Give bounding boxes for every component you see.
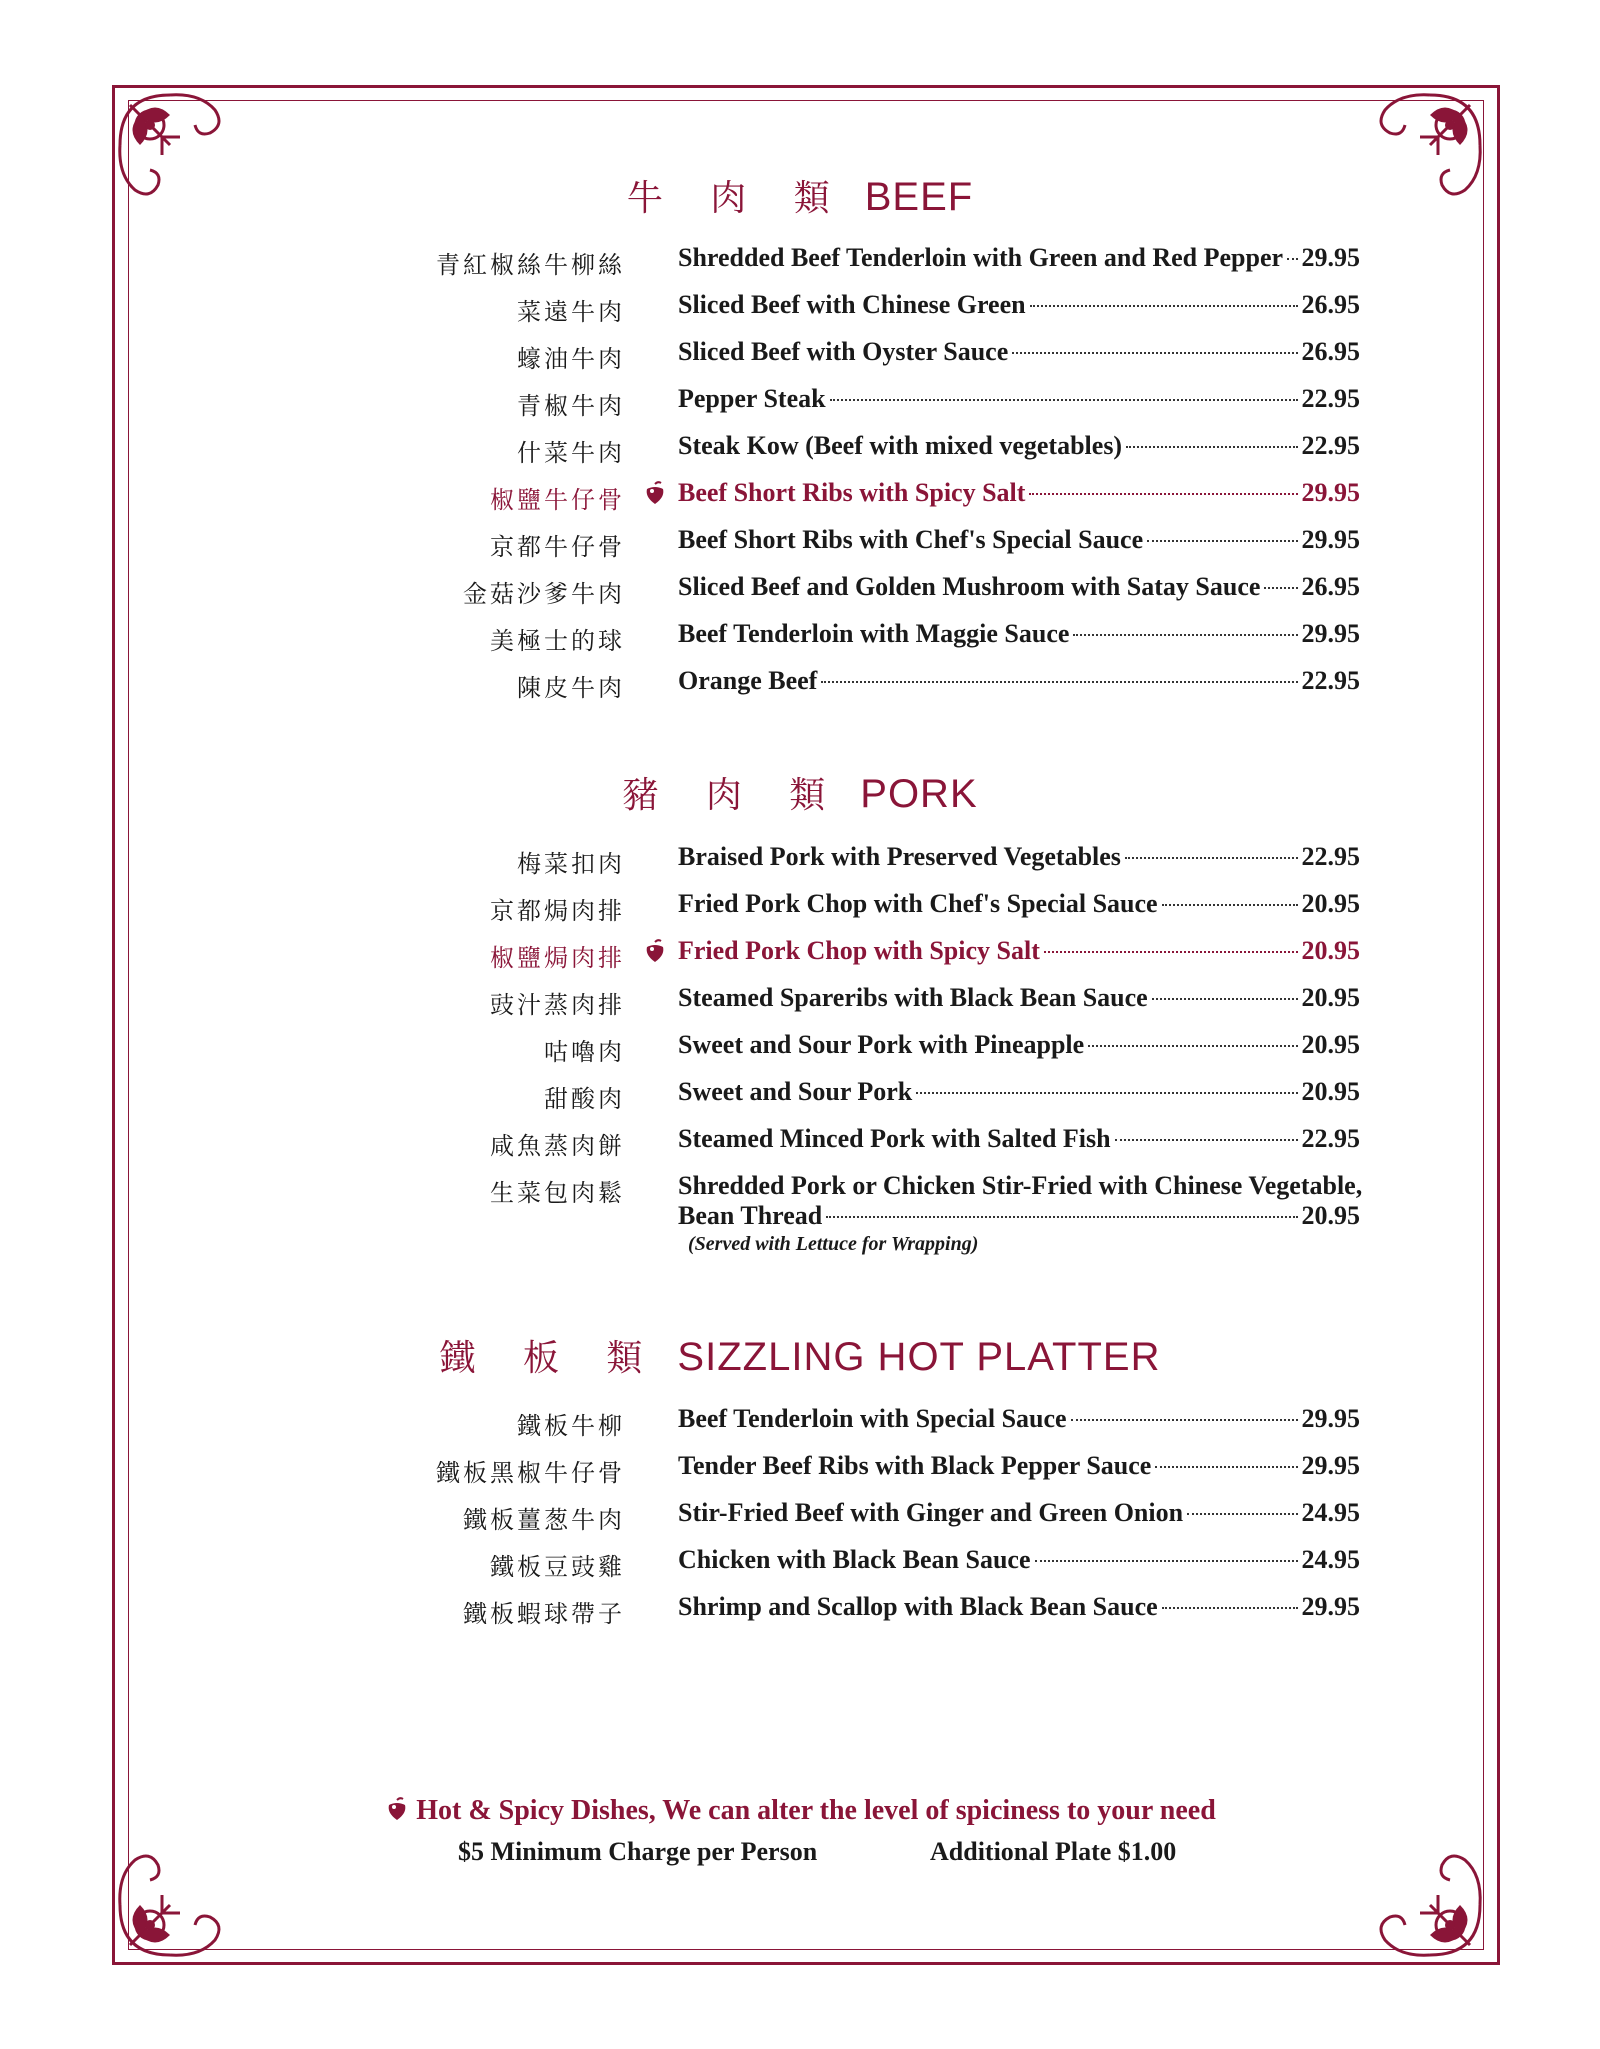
menu-item	[200, 983, 1360, 1019]
additional-plate: Additional Plate $1.00	[930, 1837, 1177, 1866]
corner-ornament-icon	[1360, 1835, 1500, 1975]
item-name-zh: 生菜包肉鬆	[490, 1179, 625, 1207]
item-name-zh: 什菜牛肉	[517, 439, 625, 467]
item-name-zh: 咕嚕肉	[544, 1038, 625, 1066]
item-price: 29.95	[1301, 243, 1360, 272]
item-price: 22.95	[1301, 431, 1360, 460]
dot-leader	[821, 681, 1297, 683]
item-price: 22.95	[1301, 1124, 1360, 1153]
chili-pepper-icon	[384, 1796, 410, 1822]
item-name-en: Chicken with Black Bean Sauce	[678, 1545, 1031, 1574]
corner-ornament-icon	[100, 1835, 240, 1975]
menu-item	[200, 572, 1360, 608]
dot-leader	[1071, 1419, 1298, 1421]
item-name-en: Steamed Minced Pork with Salted Fish	[678, 1124, 1111, 1153]
menu-item	[200, 1592, 1360, 1628]
menu-item	[200, 243, 1360, 279]
menu-item	[200, 1171, 1363, 1255]
dot-leader	[826, 1216, 1297, 1218]
item-name-en: Stir-Fried Beef with Ginger and Green Onion	[678, 1498, 1184, 1527]
dot-leader	[1125, 857, 1298, 859]
chili-pepper-icon	[642, 480, 668, 506]
section-title-en: PORK	[860, 772, 978, 816]
item-name-zh: 鐵板牛柳	[517, 1412, 625, 1440]
menu-item	[200, 619, 1360, 655]
menu-item	[200, 290, 1360, 326]
dot-leader	[1155, 1466, 1297, 1468]
menu-item	[200, 384, 1360, 420]
dot-leader	[830, 399, 1298, 401]
dot-leader	[916, 1092, 1297, 1094]
item-name-zh: 椒鹽牛仔骨	[490, 486, 625, 514]
item-name-zh: 京都焗肉排	[490, 897, 625, 925]
item-name-en: Beef Short Ribs with Spicy Salt	[678, 478, 1026, 507]
dot-leader	[1088, 1045, 1297, 1047]
section-title-sizzling	[0, 1330, 1600, 1381]
item-name-en: Sweet and Sour Pork	[678, 1077, 913, 1106]
menu-item	[200, 842, 1360, 878]
item-price: 29.95	[1301, 525, 1360, 554]
item-name-en: Bean Thread	[678, 1201, 823, 1230]
item-name-zh: 蠔油牛肉	[517, 345, 625, 373]
item-name-zh: 金菇沙爹牛肉	[463, 580, 625, 608]
menu-item	[200, 1124, 1360, 1160]
item-price: 20.95	[1301, 889, 1360, 918]
item-name-en: Tender Beef Ribs with Black Pepper Sauce	[678, 1451, 1152, 1480]
spicy-note	[0, 1795, 1600, 1827]
section-title-en: BEEF	[864, 175, 974, 219]
item-price: 29.95	[1301, 1451, 1360, 1480]
section-title-zh: 豬 肉 類	[622, 775, 844, 816]
menu-item	[200, 889, 1360, 925]
item-note: (Served with Lettuce for Wrapping)	[688, 1233, 979, 1255]
item-price: 20.95	[1301, 936, 1360, 965]
item-name-en-line1: Shredded Pork or Chicken Stir-Fried with Chinese Vegetable,	[678, 1171, 1363, 1200]
item-name-zh: 鐵板豆豉雞	[490, 1553, 625, 1581]
item-name-en: Sliced Beef and Golden Mushroom with Satay Sauce	[678, 572, 1261, 601]
item-name-en: Sliced Beef with Oyster Sauce	[678, 337, 1009, 366]
dot-leader	[1264, 587, 1297, 589]
dot-leader	[1073, 634, 1297, 636]
item-name-zh: 咸魚蒸肉餅	[490, 1132, 625, 1160]
item-name-zh: 陳皮牛肉	[517, 674, 625, 702]
item-name-en: Braised Pork with Preserved Vegetables	[678, 842, 1121, 871]
item-price: 20.95	[1301, 983, 1360, 1012]
menu-item-spicy	[200, 478, 1360, 514]
dot-leader	[1030, 305, 1298, 307]
item-name-zh: 梅菜扣肉	[517, 850, 625, 878]
item-name-en: Fried Pork Chop with Chef's Special Sauce	[678, 889, 1158, 918]
item-price: 24.95	[1301, 1545, 1360, 1574]
item-name-en: Beef Short Ribs with Chef's Special Sauce	[678, 525, 1144, 554]
item-price: 22.95	[1301, 842, 1360, 871]
dot-leader	[1287, 258, 1297, 260]
item-name-zh: 鐵板薑葱牛肉	[463, 1506, 625, 1534]
item-price: 20.95	[1301, 1077, 1360, 1106]
dot-leader	[1044, 951, 1298, 953]
menu-item	[200, 1545, 1360, 1581]
dot-leader	[1152, 998, 1298, 1000]
item-name-zh: 椒鹽焗肉排	[490, 944, 625, 972]
dot-leader	[1126, 446, 1297, 448]
menu-item	[200, 1498, 1360, 1534]
item-price: 29.95	[1301, 478, 1360, 507]
section-title-zh: 鐵 板 類	[439, 1338, 661, 1379]
dot-leader	[1035, 1560, 1298, 1562]
page-border-inner	[128, 100, 1484, 1950]
item-name-en: Orange Beef	[678, 666, 818, 695]
item-name-zh: 鐵板黑椒牛仔骨	[436, 1459, 625, 1487]
item-name-en: Steamed Spareribs with Black Bean Sauce	[678, 983, 1148, 1012]
item-name-en: Beef Tenderloin with Special Sauce	[678, 1404, 1067, 1433]
item-name-en: Sliced Beef with Chinese Green	[678, 290, 1026, 319]
item-price: 26.95	[1301, 337, 1360, 366]
item-name-en: Shrimp and Scallop with Black Bean Sauce	[678, 1592, 1158, 1621]
dot-leader	[1162, 904, 1298, 906]
item-price: 26.95	[1301, 290, 1360, 319]
menu-item	[200, 337, 1360, 373]
item-name-zh: 菜遠牛肉	[517, 298, 625, 326]
item-price: 29.95	[1301, 1404, 1360, 1433]
item-price: 29.95	[1301, 1592, 1360, 1621]
spicy-note-text: Hot & Spicy Dishes, We can alter the level of spiciness to your need	[416, 1795, 1216, 1826]
item-price: 29.95	[1301, 619, 1360, 648]
item-price: 20.95	[1301, 1030, 1360, 1059]
item-name-zh: 青椒牛肉	[517, 392, 625, 420]
item-price: 22.95	[1301, 666, 1360, 695]
menu-item	[200, 525, 1360, 561]
item-name-en: Steak Kow (Beef with mixed vegetables)	[678, 431, 1123, 460]
item-price: 24.95	[1301, 1498, 1360, 1527]
item-price: 20.95	[1301, 1201, 1360, 1230]
item-name-zh: 青紅椒絲牛柳絲	[436, 251, 625, 279]
menu-item	[200, 666, 1360, 702]
item-name-zh: 甜酸肉	[544, 1085, 625, 1113]
minimum-charge: $5 Minimum Charge per Person	[458, 1837, 818, 1866]
section-title-beef	[0, 170, 1600, 221]
dot-leader	[1115, 1139, 1298, 1141]
menu-item	[200, 1451, 1360, 1487]
item-price: 26.95	[1301, 572, 1360, 601]
item-name-zh: 美極士的球	[490, 627, 625, 655]
item-name-en: Beef Tenderloin with Maggie Sauce	[678, 619, 1070, 648]
item-name-en: Sweet and Sour Pork with Pineapple	[678, 1030, 1085, 1059]
item-name-en: Shredded Beef Tenderloin with Green and Red Pepper	[678, 243, 1284, 272]
menu-item	[200, 1030, 1360, 1066]
section-title-pork	[0, 767, 1600, 818]
chili-pepper-icon	[642, 938, 668, 964]
item-name-zh: 鐵板蝦球帶子	[463, 1600, 625, 1628]
item-name-en: Pepper Steak	[678, 384, 826, 413]
section-title-en: SIZZLING HOT PLATTER	[677, 1335, 1161, 1379]
dot-leader	[1162, 1607, 1298, 1609]
section-title-zh: 牛 肉 類	[626, 178, 848, 219]
dot-leader	[1147, 540, 1297, 542]
dot-leader	[1012, 352, 1297, 354]
menu-item	[200, 431, 1360, 467]
menu-item	[200, 1404, 1360, 1440]
menu-item	[200, 1077, 1360, 1113]
menu-item-spicy	[200, 936, 1360, 972]
item-name-zh: 京都牛仔骨	[490, 533, 625, 561]
dot-leader	[1187, 1513, 1297, 1515]
item-name-en: Fried Pork Chop with Spicy Salt	[678, 936, 1040, 965]
item-name-zh: 豉汁蒸肉排	[490, 991, 625, 1019]
item-price: 22.95	[1301, 384, 1360, 413]
dot-leader	[1029, 493, 1297, 495]
